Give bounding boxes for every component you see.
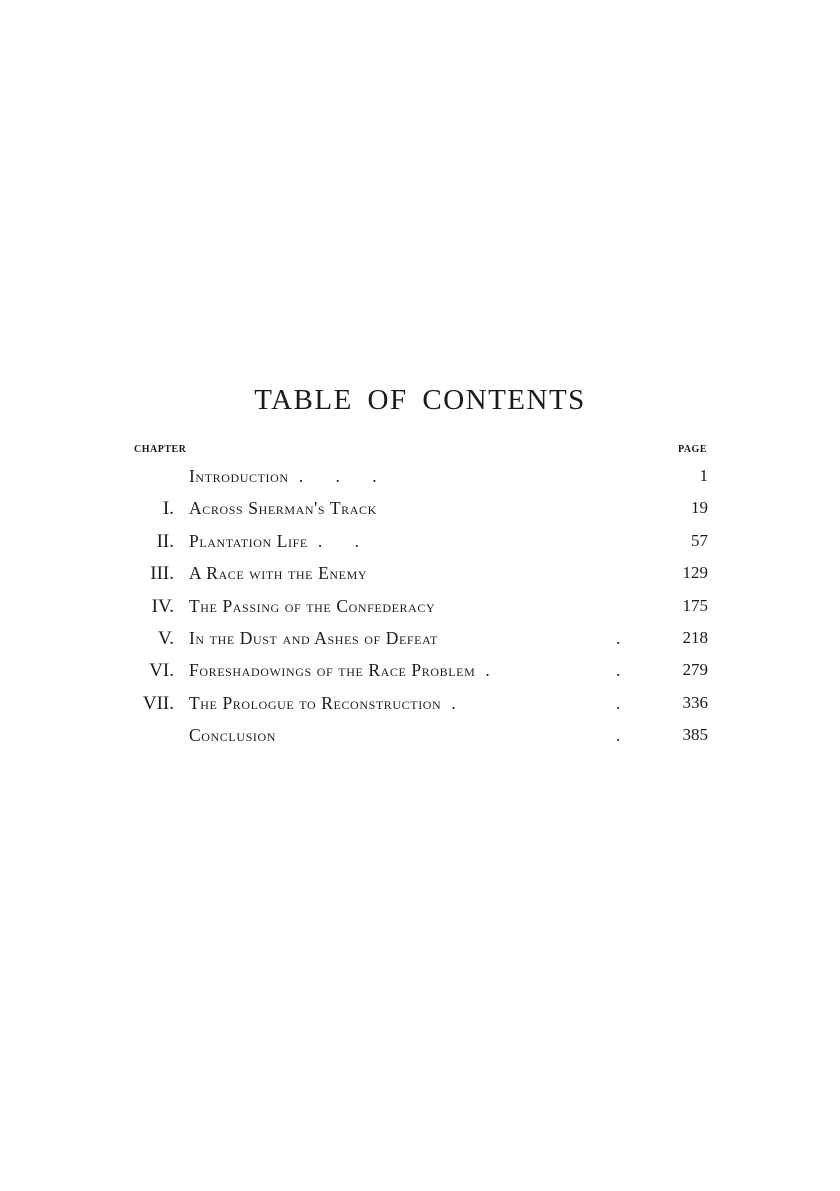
chapter-title: The Prologue to Reconstruction .	[189, 692, 470, 713]
chapter-title: The Passing of the Confederacy	[189, 595, 436, 616]
page-dot: .	[616, 660, 621, 681]
chapter-numeral: IV.	[151, 595, 174, 617]
page-number: 218	[682, 627, 708, 647]
toc-entry-chapter-3	[134, 563, 708, 595]
toc-entry-chapter-4	[134, 596, 708, 628]
chapter-title: Conclusion	[189, 725, 277, 746]
page-dot: .	[616, 692, 621, 713]
page-number: 1	[699, 466, 708, 485]
dot-leader: . .	[317, 530, 373, 551]
page-number: 57	[691, 530, 708, 550]
toc-entry-chapter-7	[134, 693, 708, 725]
dot-leader: . . .	[298, 466, 391, 486]
toc-entry-chapter-1	[134, 498, 708, 530]
page-number: 175	[682, 595, 708, 615]
dot-leader: .	[485, 660, 504, 681]
page-column-header: PAGE	[677, 444, 707, 455]
chapter-title: In the Dust and Ashes of Defeat	[189, 627, 438, 648]
page-dot: .	[616, 627, 621, 648]
toc-list	[134, 466, 708, 758]
chapter-title: Foreshadowings of the Race Problem .	[189, 660, 504, 681]
chapter-numeral: II.	[156, 530, 174, 552]
toc-entry-chapter-6	[134, 660, 708, 692]
page-number: 336	[682, 692, 708, 712]
chapter-numeral: V.	[157, 627, 174, 649]
toc-entry-conclusion	[134, 725, 708, 757]
page-number: 385	[682, 725, 708, 745]
chapter-title: Across Sherman's Track	[189, 498, 377, 519]
chapter-numeral: I.	[162, 498, 174, 520]
toc-entry-chapter-2	[134, 531, 708, 563]
page-dot: .	[616, 725, 621, 746]
page-number: 19	[691, 498, 708, 518]
chapter-numeral: VII.	[142, 692, 174, 714]
page-number: 279	[682, 660, 708, 680]
toc-entry-chapter-5	[134, 628, 708, 660]
toc-entry-introduction	[134, 466, 708, 498]
page-number: 129	[682, 563, 708, 583]
chapter-title: A Race with the Enemy	[189, 563, 368, 584]
dot-leader: .	[451, 692, 470, 713]
chapter-numeral: III.	[150, 563, 174, 585]
page-title: TABLE OF CONTENTS	[254, 384, 586, 416]
chapter-title: Plantation Life . .	[189, 530, 373, 551]
chapter-column-header: CHAPTER	[134, 444, 187, 455]
chapter-title: Introduction . . .	[189, 466, 391, 486]
chapter-numeral: VI.	[149, 660, 174, 682]
